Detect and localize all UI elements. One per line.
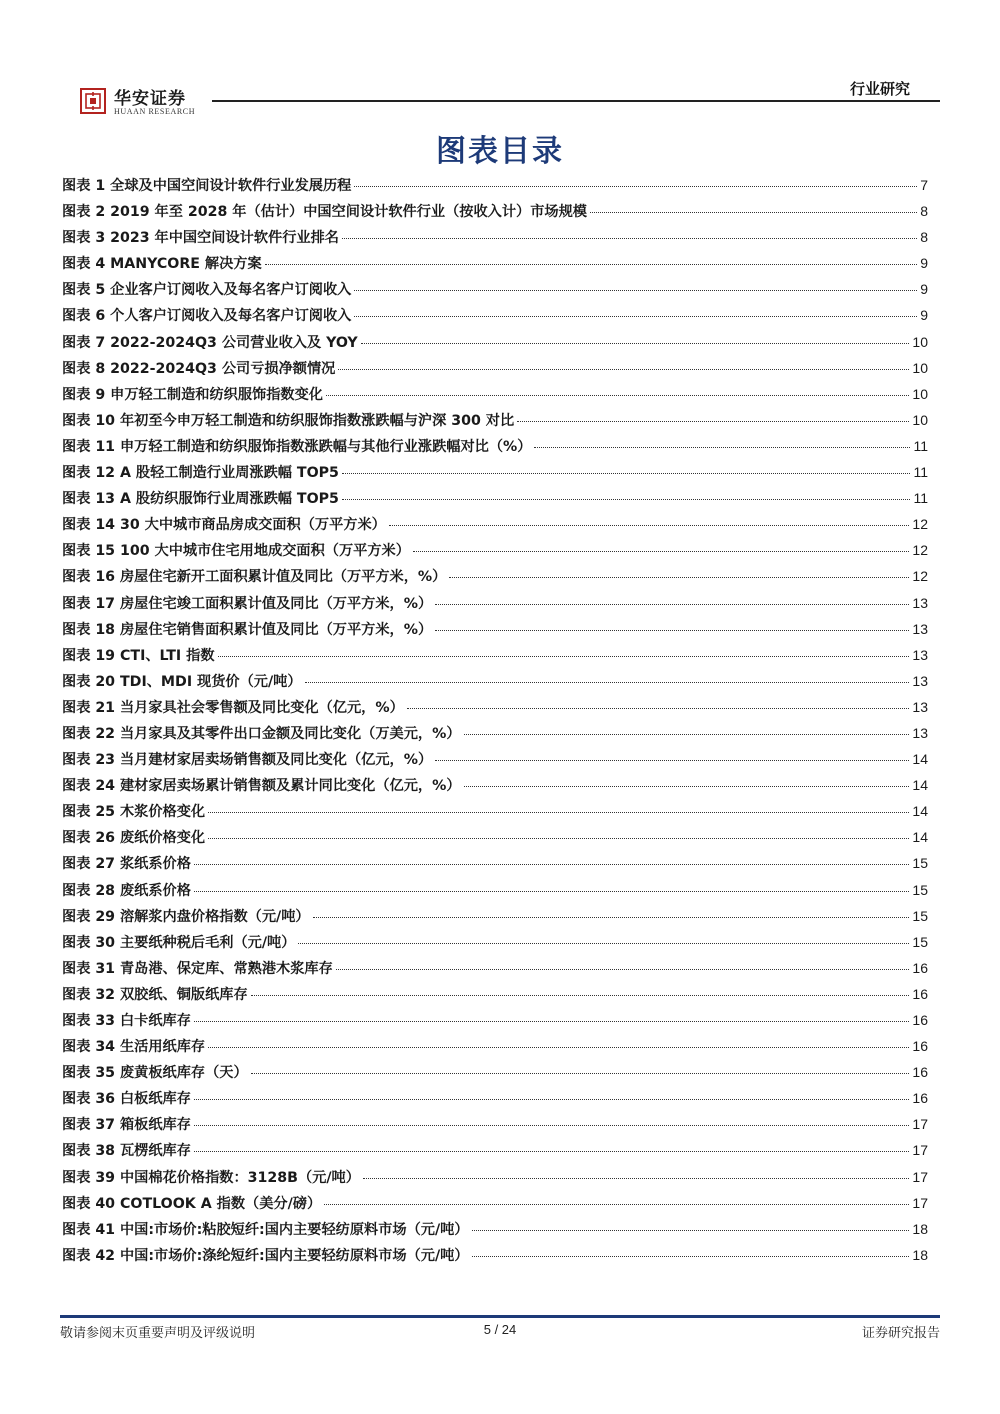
toc-entry-page: 8 [920,203,928,220]
toc-entry-label: 图表 33 白卡纸库存 [62,1013,191,1029]
toc-leader-dots [464,733,910,735]
toc-entry[interactable] [62,801,928,827]
toc-entry-label: 图表 36 白板纸库存 [62,1091,191,1108]
toc-entry-page: 13 [912,698,928,715]
toc-entry[interactable] [62,462,928,488]
toc-entry[interactable] [62,932,928,958]
toc-entry-label: 图表 18 房屋住宅销售面积累计值及同比（万平方米，%） [62,621,433,638]
toc-leader-dots [338,368,909,370]
toc-entry[interactable] [62,514,928,540]
toc-leader-dots [305,681,910,683]
toc-entry[interactable] [62,827,928,853]
toc-entry[interactable] [62,358,928,384]
toc-entry-page: 14 [912,751,928,768]
toc-entry-label: 图表 16 房屋住宅新开工面积累计值及同比（万平方米，%） [62,569,447,586]
toc-entry-page: 13 [912,594,928,611]
logo-english-text: HUAAN RESEARCH [114,107,196,116]
toc-entry[interactable] [62,279,928,305]
toc-entry[interactable] [62,853,928,879]
toc-entry-label: 图表 6 个人客户订阅收入及每名客户订阅收入 [62,308,352,325]
toc-entry[interactable] [62,958,928,984]
toc-entry[interactable] [62,984,928,1010]
toc-entry-label: 图表 28 废纸系价格 [62,882,191,899]
toc-entry-label: 图表 24 建材家居卖场累计销售额及累计同比变化（亿元，%） [62,778,461,795]
toc-entry-label: 图表 38 瓦楞纸库存 [62,1143,191,1160]
toc-entry-label: 图表 30 主要纸种税后毛利（元/吨） [62,934,296,951]
toc-entry[interactable] [62,1219,928,1245]
toc-entry-label: 图表 29 溶解浆内盘价格指数（元/吨） [62,908,310,925]
toc-leader-dots [354,289,917,291]
toc-entry-label: 图表 21 当月家具社会零售额及同比变化（亿元，%） [62,699,404,716]
toc-entry-label: 图表 25 木浆价格变化 [62,804,206,821]
toc-entry-label: 图表 32 双胶纸、铜版纸库存 [62,986,248,1003]
toc-entry[interactable] [62,1010,928,1036]
toc-leader-dots [413,550,909,552]
toc-leader-dots [342,237,917,239]
toc-entry[interactable] [62,1062,928,1088]
toc-entry-label: 图表 19 CTI、LTI 指数 [62,647,215,664]
toc-entry-label: 图表 39 中国棉花价格指数：3128B（元/吨） [62,1169,360,1186]
toc-entry[interactable] [62,1193,928,1219]
toc-entry-label: 图表 37 箱板纸库存 [62,1117,191,1134]
toc-leader-dots [361,342,910,344]
toc-entry-page: 15 [912,907,928,924]
toc-entry-page: 11 [913,437,928,454]
toc-entry[interactable] [62,436,928,462]
toc-entry-label: 图表 17 房屋住宅竣工面积累计值及同比（万平方米，%） [62,595,433,612]
toc-entry[interactable] [62,1036,928,1062]
toc-entry[interactable] [62,723,928,749]
toc-leader-dots [194,1124,909,1126]
toc-leader-dots [590,211,917,213]
logo-chinese-text: 华安证券 [114,89,186,109]
toc-entry-page: 17 [912,1168,928,1185]
toc-leader-dots [435,629,909,631]
toc-entry-label: 图表 5 企业客户订阅收入及每名客户订阅收入 [62,282,352,299]
toc-entry-page: 9 [920,307,928,324]
toc-leader-dots [251,1072,910,1074]
report-type: 证券研究报告 [861,1326,940,1341]
toc-entry-page: 9 [920,255,928,272]
toc-entry-page: 10 [912,333,928,350]
toc-entry[interactable] [62,906,928,932]
toc-entry-label: 图表 22 当月家具及其零件出口金额及同比变化（万美元，%） [62,725,461,742]
toc-entry-page: 16 [912,985,928,1002]
toc-entry-page: 13 [912,646,928,663]
toc-entry-page: 15 [912,881,928,898]
toc-entry[interactable] [62,619,928,645]
toc-entry-label: 图表 7 2022-2024Q3 公司营业收入及 YOY [62,334,358,351]
toc-entry-page: 17 [912,1116,928,1133]
toc-entry[interactable] [62,749,928,775]
toc-leader-dots [298,942,909,944]
toc-entry-page: 13 [912,620,928,637]
toc-entry-page: 11 [913,490,928,507]
toc-entry-page: 16 [912,1038,928,1055]
toc-entry[interactable] [62,384,928,410]
toc-leader-dots [342,498,911,500]
toc-entry-label: 图表 35 废黄板纸库存（天） [62,1065,248,1082]
toc-entry[interactable] [62,253,928,279]
toc-leader-dots [342,472,911,474]
page-title: 图表目录 [436,134,564,169]
toc-entry-label: 图表 1 全球及中国空间设计软件行业发展历程 [62,178,352,194]
toc-leader-dots [194,863,909,865]
toc-entry[interactable] [62,593,928,619]
toc-leader-dots [435,603,909,605]
toc-entry[interactable] [62,1167,928,1193]
toc-entry-label: 图表 27 浆纸系价格 [62,856,191,873]
toc-leader-dots [194,1150,909,1152]
toc-entry[interactable] [62,175,928,201]
toc-entry[interactable] [62,1088,928,1114]
toc-leader-dots [208,1046,909,1048]
toc-leader-dots [472,1255,910,1257]
toc-entry-page: 7 [920,177,928,193]
figure-table-of-contents [62,175,928,1271]
toc-leader-dots [208,837,909,839]
toc-entry[interactable] [62,410,928,436]
toc-entry-page: 18 [912,1246,928,1263]
toc-entry-page: 14 [912,777,928,794]
toc-entry[interactable] [62,201,928,227]
toc-entry[interactable] [62,488,928,514]
toc-entry-label: 图表 20 TDI、MDI 现货价（元/吨） [62,673,302,690]
toc-entry-page: 13 [912,724,928,741]
toc-entry[interactable] [62,540,928,566]
toc-entry-label: 图表 34 生活用纸库存 [62,1039,206,1056]
toc-entry-label: 图表 42 中国:市场价:涤纶短纤:国内主要轻纺原料市场（元/吨） [62,1247,469,1264]
toc-entry[interactable] [62,332,928,358]
toc-leader-dots [464,785,910,787]
toc-entry-label: 图表 13 A 股纺织服饰行业周涨跌幅 TOP5 [62,491,339,508]
header-divider [212,100,940,102]
toc-entry-page: 16 [912,1012,928,1028]
toc-leader-dots [313,916,910,918]
toc-entry-page: 16 [912,1090,928,1107]
toc-entry-page: 10 [912,385,928,402]
disclaimer-note: 敬请参阅末页重要声明及评级说明 [60,1326,256,1341]
toc-leader-dots [324,1203,909,1205]
toc-leader-dots [449,576,909,578]
toc-leader-dots [208,811,909,813]
toc-entry-label: 图表 14 30 大中城市商品房成交面积（万平方米） [62,517,386,534]
toc-entry-page: 17 [912,1142,928,1159]
toc-entry-page: 17 [912,1194,928,1211]
toc-entry-page: 15 [912,855,928,872]
toc-entry-label: 图表 8 2022-2024Q3 公司亏损净额情况 [62,360,336,377]
toc-leader-dots [336,968,910,970]
toc-leader-dots [326,394,909,396]
toc-entry-label: 图表 15 100 大中城市住宅用地成交面积（万平方米） [62,543,410,560]
toc-entry-page: 16 [912,959,928,976]
toc-entry-label: 图表 10 年初至今申万轻工制造和纺织服饰指数涨跌幅与沪深 300 对比 [62,412,515,429]
toc-entry-label: 图表 3 2023 年中国空间设计软件行业排名 [62,230,339,247]
toc-leader-dots [517,420,909,422]
toc-entry-page: 10 [912,359,928,376]
huaan-logo-icon [80,88,106,114]
toc-entry-label: 图表 23 当月建材家居卖场销售额及同比变化（亿元，%） [62,752,433,769]
toc-entry-page: 15 [912,933,928,950]
toc-leader-dots [354,185,917,187]
report-category: 行业研究 [840,78,910,99]
toc-entry-label: 图表 11 申万轻工制造和纺织服饰指数涨跌幅与其他行业涨跌幅对比（%） [62,438,532,455]
toc-leader-dots [194,1020,909,1022]
toc-leader-dots [363,1177,910,1179]
toc-entry[interactable] [62,645,928,671]
page-footer [60,1322,940,1342]
toc-entry-page: 11 [913,464,928,481]
toc-entry-label: 图表 12 A 股轻工制造行业周涨跌幅 TOP5 [62,465,339,482]
toc-entry[interactable] [62,775,928,801]
toc-entry[interactable] [62,1114,928,1140]
toc-entry[interactable] [62,1140,928,1166]
toc-entry-page: 12 [912,516,928,533]
toc-entry-page: 14 [912,803,928,820]
toc-entry[interactable] [62,671,928,697]
toc-entry-page: 10 [912,411,928,428]
toc-entry[interactable] [62,566,928,592]
toc-entry-label: 图表 4 MANYCORE 解决方案 [62,256,262,273]
toc-leader-dots [472,1229,910,1231]
toc-entry-label: 图表 31 青岛港、保定库、常熟港木浆库存 [62,960,333,977]
toc-leader-dots [251,994,910,996]
toc-leader-dots [407,707,910,709]
toc-leader-dots [265,263,918,265]
toc-entry-label: 图表 26 废纸价格变化 [62,830,206,847]
toc-entry-page: 8 [920,229,928,246]
toc-entry-page: 12 [912,542,928,559]
toc-entry[interactable] [62,305,928,331]
toc-entry[interactable] [62,1245,928,1271]
toc-entry-page: 16 [912,1064,928,1081]
toc-entry-label: 图表 40 COTLOOK A 指数（美分/磅） [62,1195,322,1212]
toc-leader-dots [194,1098,909,1100]
toc-entry[interactable] [62,880,928,906]
footer-divider [60,1315,940,1318]
page-number: 5 / 24 [483,1322,517,1337]
toc-entry-page: 13 [912,672,928,689]
toc-entry[interactable] [62,227,928,253]
toc-entry-label: 图表 9 申万轻工制造和纺织服饰指数变化 [62,386,323,403]
page-header [60,78,940,122]
toc-entry-page: 12 [912,568,928,585]
toc-entry[interactable] [62,697,928,723]
toc-entry-page: 14 [912,829,928,846]
toc-entry-page: 18 [912,1220,928,1237]
toc-leader-dots [534,446,910,448]
toc-leader-dots [435,759,909,761]
toc-leader-dots [218,655,910,657]
toc-entry-page: 9 [920,281,928,298]
toc-leader-dots [354,315,917,317]
toc-leader-dots [194,890,909,892]
toc-entry-label: 图表 41 中国:市场价:粘胶短纤:国内主要轻纺原料市场（元/吨） [62,1221,469,1238]
toc-leader-dots [389,524,910,526]
toc-entry-label: 图表 2 2019 年至 2028 年（估计）中国空间设计软件行业（按收入计）市场规模 [62,204,587,221]
